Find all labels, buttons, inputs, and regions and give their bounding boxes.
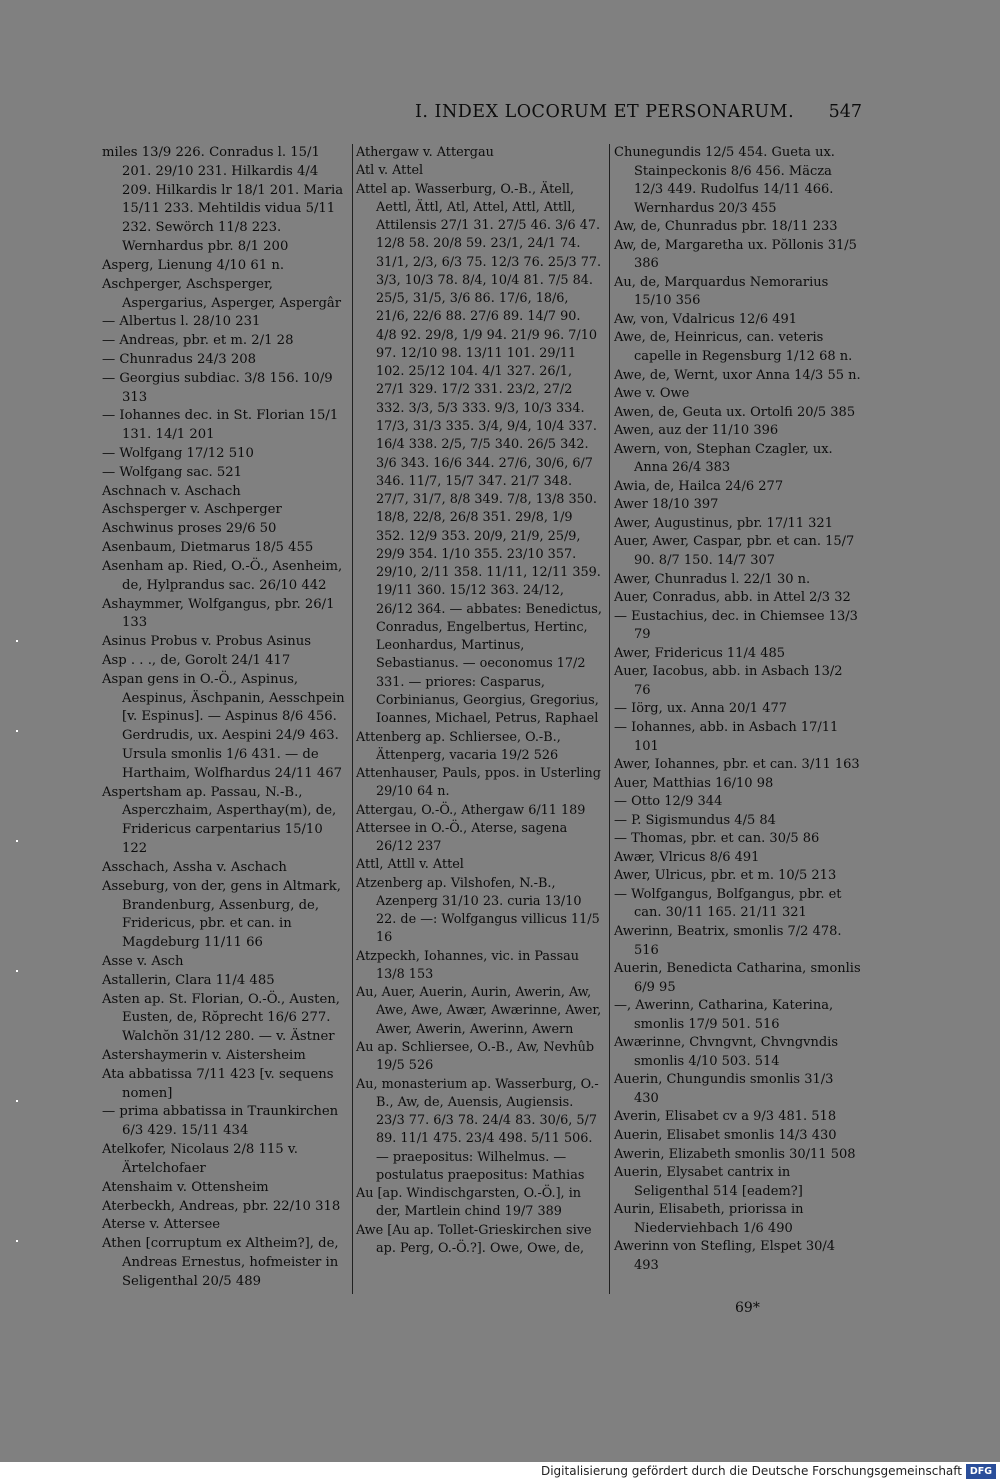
index-entry: Asseburg, von der, gens in Altmark, Brandenburg, Assenburg, de, Fridericus, pbr. et can. in Magdeburg 11/11 66 [102,878,341,951]
index-entry: Asenbaum, Dietmarus 18/5 455 [102,540,314,556]
index-entry: Asten ap. St. Florian, O.-Ö., Austen, Eusten, de, Rŏprecht 16/6 277. Walchŏn 31/12 280. — v. Ästner [102,991,340,1045]
index-entry: Auer, Awer, Caspar, pbr. et can. 15/7 90. 8/7 150. 14/7 307 [614,534,855,569]
index-entry: Averin, Elisabet cv a 9/3 481. 518 [614,1109,837,1125]
column-divider [609,144,610,1294]
index-entry: Auerin, Elysabet cantrix in Seligenthal 514 [eadem?] [614,1165,803,1199]
footer-credit-text: Digitalisierung gefördert durch die Deutsche Forschungsgemeinschaft [540,1464,962,1478]
index-entry: — Andreas, pbr. et m. 2/1 28 [102,333,294,349]
index-entry: Awer, Iohannes, pbr. et can. 3/11 163 [614,757,860,773]
dfg-logo-icon: DFG [966,1464,996,1479]
index-entry: Astershaymerin v. Aistersheim [102,1048,306,1063]
index-column-middle [356,144,604,1258]
index-entry: Aschperger, Aschsperger, Aspergarius, Asperger, Aspergâr [102,276,342,311]
index-entry: — Wolfgang 17/12 510 [102,446,254,461]
index-entry: — Wolfgangus, Bolfgangus, pbr. et can. 30/11 165. 21/11 321 [614,886,842,921]
index-entry: Auerin, Elisabet smonlis 14/3 430 [614,1127,837,1143]
index-entry: Asenham ap. Ried, O.-Ö., Asenheim, de, Hylprandus sac. 26/10 442 [102,558,343,593]
index-entry: Au, de, Marquardus Nemorarius 15/10 356 [614,274,829,309]
index-entry: Aw, de, Chunradus pbr. 18/11 233 [614,219,838,235]
index-entry: Atzenberg ap. Vilshofen, N.-B., Azenperg 31/10 23. curia 13/10 22. de —: Wolfgangus villicus 11/5 16 [356,875,600,946]
index-entry: Attergau, O.-Ö., Athergaw 6/11 189 [356,802,586,818]
index-entry: Awer, Augustinus, pbr. 17/11 321 [614,515,833,531]
index-entry: Awer 18/10 397 [614,497,719,513]
index-entry: Atzpeckh, Iohannes, vic. in Passau 13/8 153 [356,948,580,982]
index-entry: Awe v. Owe [614,386,690,402]
index-entry: — P. Sigismundus 4/5 84 [614,812,776,828]
index-entry: Awer, Chunradus l. 22/1 30 n. [614,571,811,587]
index-entry: Aterbeckh, Andreas, pbr. 22/10 318 [102,1198,341,1214]
index-entry: Auerin, Benedicta Catharina, smonlis 6/9 95 [614,961,861,995]
index-entry: Aterse v. Attersee [102,1217,221,1233]
index-entry: Awe, de, Heinricus, can. veteris capelle in Regensburg 1/12 68 n. [614,330,853,365]
index-entry: Auer, Conradus, abb. in Attel 2/3 32 [614,590,851,606]
index-entry: — Iörg, ux. Anna 20/1 477 [614,701,788,717]
index-entry: Awe [Au ap. Tollet-Grieskirchen sive ap. Perg, O.-Ö.?]. Owe, Owe, de, [356,1222,592,1256]
index-entry: Aschsperger v. Aschperger [102,502,282,518]
index-entry: Attel ap. Wasserburg, O.-B., Ätell, Aettl, Ättl, Atl, Attel, Attl, Attll, Attilensis 27/1 31. 27/5 46. 3/6 47. 12/8 58. 20/8 59. 23/1, 24/1 74. 31/1, 2/3, 6/3 75. 12/3 76. 25/3 77. 3/3, 10/3 78. 8/4, 10/4 81. 7/5 84. 25/5, 31/5, 3/6 86. 17/6, 18/6, 21/6, 22/6 88. 27/6 89. 14/7 90. 4/8 92. 29/8, 1/9 94. 21/9 96. 7/10 97. 12/10 98. 13/11 101. 29/11 102. 25/12 104. 4/1 327. 26/1, 27/1 329. 17/2 331. 23/2, 27/2 332. 3/3, 5/3 333. 9/3, 10/3 334. 17/3, 31/3 335. 3/4, 9/4, 10/4 337. 16/4 338. 2/5, 7/5 340. 26/5 342. 3/6 343. 16/6 344. 27/6, 30/6, 6/7 346. 11/7, 15/7 347. 21/7 348. 27/7, 31/7, 8/8 349. 7/8, 13/8 350. 18/8, 22/8, 26/8 351. 29/8, 1/9 352. 12/9 353. 20/9, 21/9, 25/9, 29/9 354. 1/10 355. 23/10 357. 29/10, 2/11 358. 11/11, 12/11 359. 19/11 360. 15/12 363. 24/12, 26/12 364. — abbates: Benedictus, Conradus, Engelbertus, Hertinc, Leonhardus, Martinus, Sebastianus. — oeconomus 17/2 331. — priores: Casparus, Corbinianus, Georgius, Gregorius, Ioannes, Michael, Petrus, Raphael [356,181,602,727]
index-entry: Awia, de, Hailca 24/6 277 [614,478,784,494]
page-number: 547 [828,102,862,122]
index-entry: Awe, de, Wernt, uxor Anna 14/3 55 n. [614,367,861,383]
index-entry: Aspan gens in O.-Ö., Aspinus, Aespinus, Äschpanin, Aesschpein [v. Espinus]. — Aspinus 8/6 456. Gerdrudis, ux. Aespini 24/9 463. Ursula smonlis 1/6 431. — de Harthaim, Wolfhardus 24/11 467 [102,671,345,781]
index-entry: Athen [corruptum ex Altheim?], de, Andreas Ernestus, hofmeister in Seligenthal 20/5 489 [102,1236,339,1289]
footer-bar [0,1462,1000,1482]
index-entry: Auerin, Chungundis smonlis 31/3 430 [614,1072,834,1106]
index-entry: Awer, Fridericus 11/4 485 [614,645,786,661]
running-title: I. INDEX LOCORUM ET PERSONARUM. [415,102,795,122]
index-entry: Chunegundis 12/5 454. Gueta ux. Stainpeckonis 8/6 456. Mäcza 12/3 449. Rudolfus 14/11 466. Wernhardus 20/3 455 [614,145,835,216]
index-entry: — Chunradus 24/3 208 [102,351,256,367]
index-entry: Auer, Matthias 16/10 98 [614,775,774,791]
index-entry: Awerinn, Beatrix, smonlis 7/2 478. 516 [614,923,842,958]
index-entry: — Eustachius, dec. in Chiemsee 13/3 79 [614,608,858,643]
page-header [100,102,862,128]
index-entry: Atl v. Attel [356,163,424,179]
index-entry: Ata abbatissa 7/11 423 [v. sequens nomen] [102,1066,334,1101]
index-entry: Aw, de, Margaretha ux. Pŏllonis 31/5 386 [614,237,857,272]
index-entry: — Iohannes, abb. in Asbach 17/11 101 [614,719,839,754]
index-entry: — Wolfgang sac. 521 [102,464,243,480]
index-entry: Awen, auz der 11/10 396 [614,423,779,439]
index-entry: Asp . . ., de, Gorolt 24/1 417 [102,652,291,668]
index-entry: — prima abbatissa in Traunkirchen 6/3 429. 15/11 434 [102,1104,339,1139]
index-entry: Au, monasterium ap. Wasserburg, O.-B., Aw, de, Auensis, Augiensis. 23/3 77. 6/3 78. 24/4 83. 30/6, 5/7 89. 11/1 475. 23/4 498. 5/11 506. — praepositus: Wilhelmus. — postulatus praepositus: Mathias [356,1076,599,1183]
index-entry: Aspertsham ap. Passau, N.-B., Asperczhaim, Asperthay(m), de, Fridericus carpentarius 15/10 122 [102,784,337,857]
index-entry: Attl, Attll v. Attel [356,857,464,873]
index-entry: Awerinn von Stefling, Elspet 30/4 493 [614,1239,836,1273]
index-entry: Attenhauser, Pauls, ppos. in Usterling 29/10 64 n. [356,766,601,800]
index-entry: — Otto 12/9 344 [614,794,723,810]
index-entry: Au [ap. Windischgarsten, O.-Ö.], in der, Martlein chind 19/7 389 [356,1186,582,1220]
index-entry: Asperg, Lienung 4/10 61 n. [102,257,285,273]
index-entry: — Thomas, pbr. et can. 30/5 86 [614,831,820,847]
index-entry: Au ap. Schliersee, O.-B., Aw, Nevhûb 19/5 526 [356,1040,595,1074]
index-entry: Aschnach v. Aschach [102,483,241,499]
index-entry: — Iohannes dec. in St. Florian 15/1 131. 14/1 201 [102,408,339,443]
index-entry: — Georgius subdiac. 3/8 156. 10/9 313 [102,370,333,405]
index-entry: miles 13/9 226. Conradus l. 15/1 201. 29/10 231. Hilkardis 4/4 209. Hilkardis lr 18/1 201. Maria 15/11 233. Mehtildis vidua 5/11 232. Sewörch 11/8 223. Wernhardus pbr. 8/1 200 [102,145,344,255]
index-entry: Athergaw v. Attergau [356,145,494,160]
index-entry: Asinus Probus v. Probus Asinus [102,634,312,650]
index-entry: Atenshaim v. Ottensheim [102,1179,269,1195]
index-entry: Awerin, Elizabeth smonlis 30/11 508 [614,1146,856,1162]
index-entry: Aschwinus proses 29/6 50 [102,521,277,537]
index-entry: —, Awerinn, Catharina, Katerina, smonlis 17/9 501. 516 [614,998,834,1032]
index-entry: Ashaymmer, Wolfgangus, pbr. 26/1 133 [102,596,335,631]
index-entry: Attenberg ap. Schliersee, O.-B., Ättenperg, vacaria 19/2 526 [356,729,561,763]
index-column-right [614,144,862,1275]
index-entry: Awærinne, Chvngvnt, Chvngvndis smonlis 4/10 503. 514 [614,1035,839,1069]
index-entry: Asse v. Asch [102,953,184,969]
index-entry: Awer, Ulricus, pbr. et m. 10/5 213 [614,868,837,884]
index-entry: Attersee in O.-Ö., Aterse, sagena 26/12 237 [356,820,568,855]
index-entry: Awen, de, Geuta ux. Ortolfi 20/5 385 [614,404,856,420]
index-entry: Asschach, Assha v. Aschach [102,859,287,875]
index-entry: Awær, Vlricus 8/6 491 [614,849,760,865]
index-entry: Astallerin, Clara 11/4 485 [102,972,275,988]
index-entry: Aw, von, Vdalricus 12/6 491 [614,311,798,327]
index-entry: Atelkofer, Nicolaus 2/8 115 v. Ärtelchofaer [102,1142,298,1176]
column-divider [352,144,353,1294]
index-entry: Aurin, Elisabeth, priorissa in Niederviehbach 1/6 490 [614,1202,804,1236]
index-entry: — Albertus l. 28/10 231 [102,314,261,330]
signature-mark: 69* [735,1300,760,1316]
index-entry: Au, Auer, Auerin, Aurin, Awerin, Aw, Awe, Awe, Awær, Awærinne, Awer, Awer, Awerin, Awerinn, Awern [356,985,602,1037]
scan-edge-marks [16,640,18,1260]
index-column-left [102,144,350,1292]
index-entry: Auer, Iacobus, abb. in Asbach 13/2 76 [614,664,843,698]
index-entry: Awern, von, Stephan Czagler, ux. Anna 26/4 383 [614,441,833,476]
